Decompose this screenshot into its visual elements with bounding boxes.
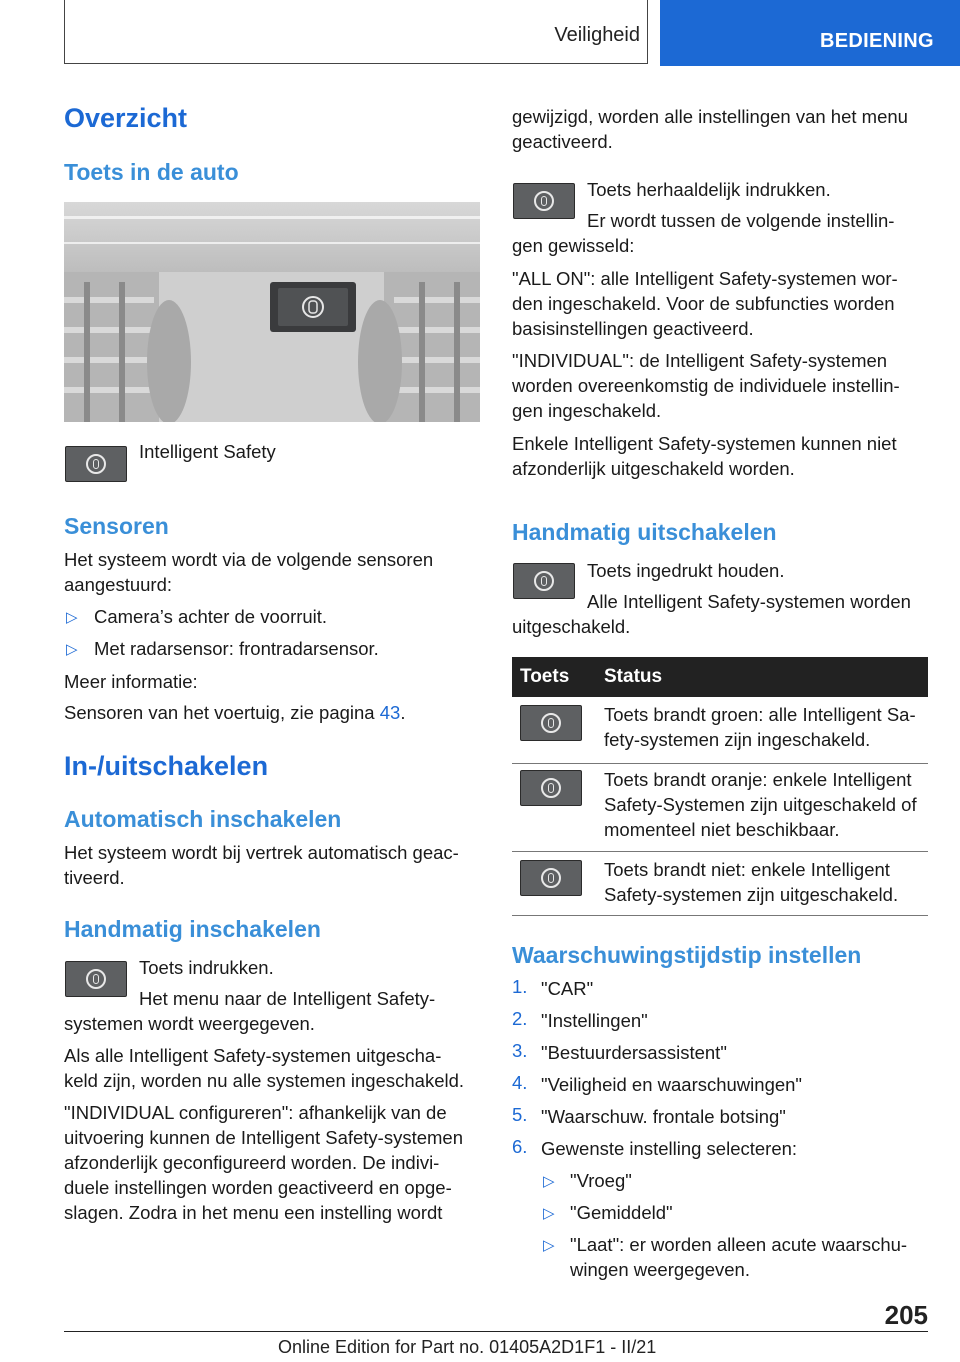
- sub-option: "Gemiddeld": [570, 1202, 673, 1223]
- hand-uit-line-1: Toets ingedrukt houden.: [587, 560, 785, 581]
- header-chapter-badge: BEDIENING: [660, 0, 960, 66]
- auto-text-line-2: tiveerd.: [64, 867, 125, 888]
- allon-line-3: basisinstellingen geactiveerd.: [512, 318, 754, 339]
- status-line: Safety-systemen zijn uitgeschakeld.: [604, 883, 899, 905]
- reference-text: Sensoren van het voertuig, zie pagina: [64, 702, 380, 723]
- list-item: Camera’s achter de voorruit.: [94, 606, 328, 627]
- button-caption: Intelligent Safety: [139, 441, 276, 462]
- para1-line-2: keld zijn, worden nu alle systemen ingeschakeld.: [64, 1070, 465, 1091]
- button-off-icon: [520, 860, 582, 896]
- bullet-icon: ▷: [66, 609, 78, 626]
- button-green-icon: [520, 705, 582, 741]
- page-number: 205: [884, 1300, 928, 1330]
- status-line: Safety-Systemen zijn uitgeschakeld of: [604, 793, 917, 815]
- status-line: Toets brandt groen: alle Intelligent Sa-: [604, 704, 916, 725]
- sub-option-continued: wingen weergegeven.: [570, 1259, 750, 1280]
- bullet-icon: ▷: [543, 1173, 555, 1190]
- step-number: 5.: [512, 1104, 528, 1125]
- hand-in-line-1: Toets indrukken.: [139, 957, 274, 978]
- step-number: 3.: [512, 1040, 528, 1061]
- table-cell-status: [604, 697, 928, 763]
- table-row: [512, 697, 928, 763]
- para2-line-4: duele instellingen worden geactiveerd en opge-: [64, 1177, 452, 1198]
- intelligent-safety-button-icon: [65, 446, 127, 482]
- sensoren-intro-line-1: Het systeem wordt via de volgende sensoren: [64, 549, 434, 570]
- para2-line-5: slagen. Zodra in het menu een instelling wordt: [64, 1202, 443, 1223]
- bullet-icon: ▷: [66, 641, 78, 658]
- indiv-line-2: worden overeenkomstig de individuele instellin-: [512, 375, 900, 396]
- section-heading-waarschuwing: Waarschuwingstijdstip instellen: [512, 942, 862, 968]
- page-link[interactable]: 43: [379, 702, 401, 723]
- table-cell-icon: [512, 697, 604, 763]
- repeat-line-2: Er wordt tussen de volgende instellin-: [587, 210, 895, 231]
- section-heading-in-uit: In-/uitschakelen: [64, 751, 269, 781]
- hand-uit-line-2: Alle Intelligent Safety-systemen worden: [587, 591, 911, 612]
- cont-line-2: geactiveerd.: [512, 131, 613, 152]
- para1-line-1: Als alle Intelligent Safety-systemen uitgescha-: [64, 1045, 442, 1066]
- bullet-icon: ▷: [543, 1237, 555, 1254]
- table-header-toets: Toets: [512, 657, 604, 697]
- step-number: 1.: [512, 976, 528, 997]
- cont-line-1: gewijzigd, worden alle instellingen van het menu: [512, 106, 908, 127]
- step-text: "Bestuurdersassistent": [541, 1042, 727, 1063]
- footer-divider: [64, 1331, 928, 1332]
- sub-option: "Vroeg": [570, 1170, 632, 1191]
- status-line: momenteel niet beschikbaar.: [604, 818, 840, 840]
- allon-line-2: den ingeschakeld. Voor de subfuncties worden: [512, 293, 895, 314]
- dashboard-button-photo: [64, 202, 480, 422]
- enkele-line-2: afzonderlijk uitgeschakeld worden.: [512, 458, 795, 479]
- sub-option: "Laat": er worden alleen acute waarschu-: [570, 1234, 908, 1255]
- table-cell-icon: [512, 851, 604, 915]
- section-heading-toets: Toets in de auto: [64, 159, 239, 185]
- intelligent-safety-button-icon: [513, 183, 575, 219]
- intelligent-safety-button-icon: [65, 961, 127, 997]
- status-line: fety-systemen zijn ingeschakeld.: [604, 729, 871, 750]
- enkele-line-1: Enkele Intelligent Safety-systemen kunnen niet: [512, 433, 897, 454]
- status-line: Toets brandt niet: enkele Intelligent: [604, 858, 890, 880]
- hand-in-line-2: Het menu naar de Intelligent Safety-: [139, 988, 436, 1009]
- bullet-icon: ▷: [543, 1205, 555, 1222]
- step-text: Gewenste instelling selecteren:: [541, 1138, 798, 1159]
- indiv-line-1: "INDIVIDUAL": de Intelligent Safety-systemen: [512, 350, 888, 371]
- list-item: Met radarsensor: frontradarsensor.: [94, 638, 379, 659]
- repeat-line-1: Toets herhaaldelijk indrukken.: [587, 179, 831, 200]
- hand-uit-line-3: uitgeschakeld.: [512, 616, 631, 637]
- step-number: 6.: [512, 1136, 528, 1157]
- status-line: Toets brandt oranje: enkele Intelligent: [604, 768, 912, 790]
- hand-in-line-3: systemen wordt weergegeven.: [64, 1013, 315, 1034]
- section-heading-automatisch: Automatisch inschakelen: [64, 806, 342, 832]
- status-table: [512, 657, 928, 916]
- step-number: 2.: [512, 1008, 528, 1029]
- step-text: "CAR": [541, 978, 594, 999]
- repeat-line-3: gen gewisseld:: [512, 235, 635, 256]
- intelligent-safety-button-icon: [513, 563, 575, 599]
- step-text: "Veiligheid en waarschuwingen": [541, 1074, 802, 1095]
- table-cell-icon: [512, 763, 604, 851]
- table-cell-status: [604, 763, 928, 851]
- para2-line-1: "INDIVIDUAL configureren": afhankelijk van de: [64, 1102, 447, 1123]
- section-heading-sensoren: Sensoren: [64, 513, 169, 539]
- indiv-line-3: gen ingeschakeld.: [512, 400, 662, 421]
- sensoren-reference: [64, 700, 405, 725]
- table-cell-status: [604, 851, 928, 915]
- table-header-status: Status: [604, 657, 928, 697]
- section-heading-handmatig-in: Handmatig inschakelen: [64, 916, 321, 942]
- para2-line-3: afzonderlijk geconfigureerd worden. De indivi-: [64, 1152, 440, 1173]
- header-section-title: Veiligheid: [554, 24, 640, 46]
- button-orange-icon: [520, 770, 582, 806]
- more-info-label: Meer informatie:: [64, 671, 198, 692]
- para2-line-2: uitvoering kunnen de Intelligent Safety-systemen: [64, 1127, 464, 1148]
- step-text: "Instellingen": [541, 1010, 648, 1031]
- reference-end: .: [400, 702, 406, 723]
- table-row: [512, 763, 928, 851]
- step-text: "Waarschuw. frontale botsing": [541, 1106, 786, 1127]
- table-row: [512, 851, 928, 915]
- allon-line-1: "ALL ON": alle Intelligent Safety-systemen wor-: [512, 268, 898, 289]
- step-number: 4.: [512, 1072, 528, 1093]
- sensoren-intro-line-2: aangestuurd:: [64, 574, 173, 595]
- section-heading-handmatig-uit: Handmatig uitschakelen: [512, 519, 777, 545]
- auto-text-line-1: Het systeem wordt bij vertrek automatisch geac-: [64, 842, 459, 863]
- footer-edition: Online Edition for Part no. 01405A2D1F1 - II/21: [278, 1337, 657, 1357]
- page-title: Overzicht: [64, 103, 188, 133]
